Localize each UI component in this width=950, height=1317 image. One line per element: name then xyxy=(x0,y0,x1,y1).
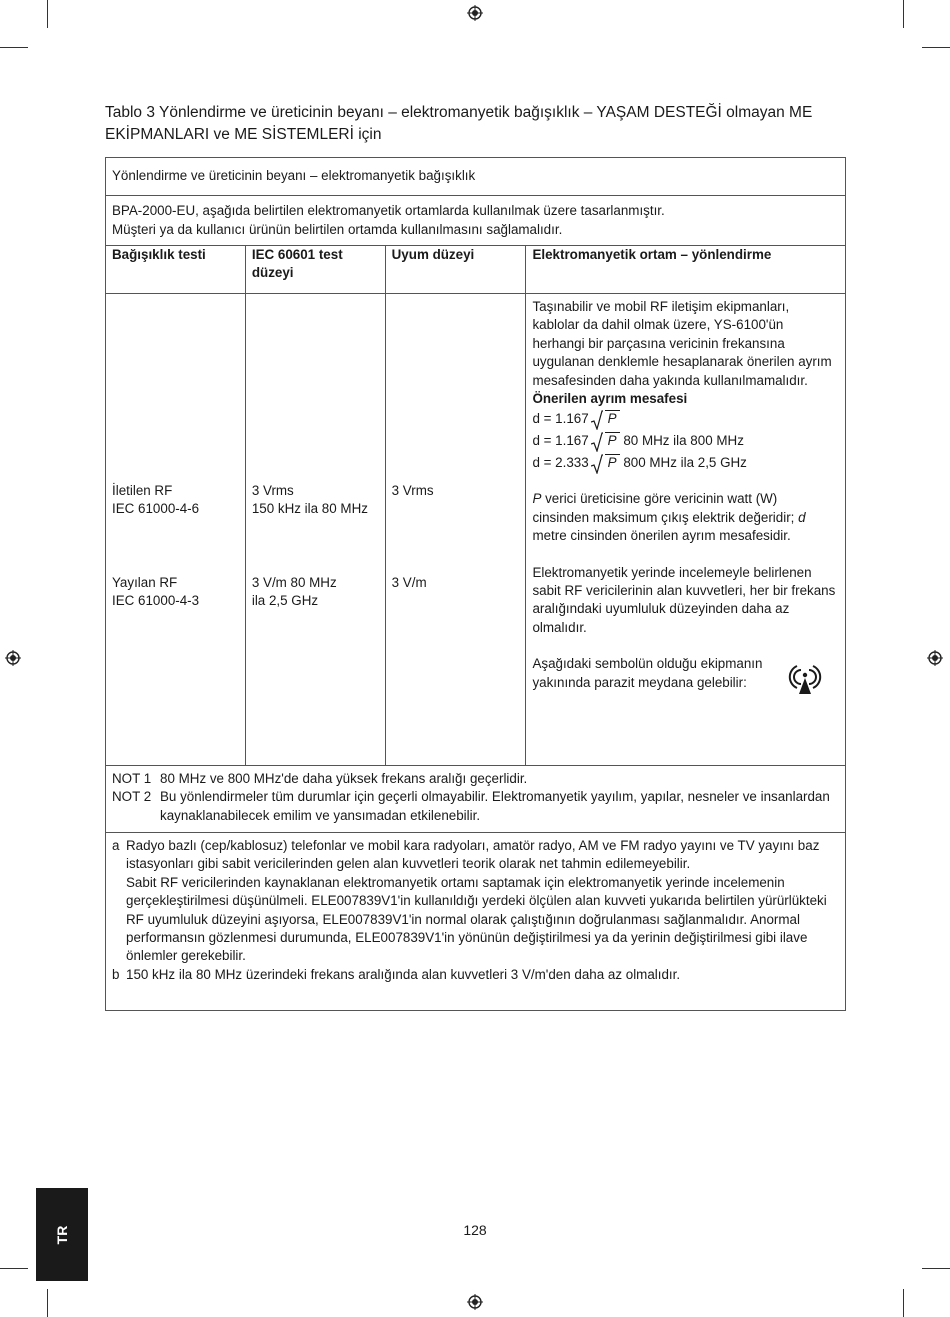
crop-mark xyxy=(903,0,904,28)
table-intro xyxy=(106,196,846,246)
registration-mark-icon xyxy=(5,650,21,666)
formula-row: d = 1.167 P xyxy=(532,408,837,430)
square-root-icon xyxy=(591,410,603,430)
guidance-paragraph: Taşınabilir ve mobil RF iletişim ekipmanları, kablolar da dahil olmak üzere, YS-6100'ün herhangi bir parçasına vericinin frekansına uygulanan denklemle hesaplanarak önerilen ayrım mesafesinden daha yakında kullanılmamalıdır. xyxy=(532,299,832,388)
iec-level-range: 150 kHz ila 80 MHz xyxy=(251,501,368,517)
test-name: İletilen RF xyxy=(112,483,173,498)
footnote-item: a Radyo bazlı (cep/kablosuz) telefonlar ve mobil kara radyoları, amatör radyo, AM ve FM radyo yayını ve TV yayını baz istasyonları gibi sabit vericilerinden gelen alan kuvvetleri teorik olarak net tahmin edilemeyebilir. Sabit RF vericilerinden kaynaklanan elektromanyetik ortamı saptamak için elektromanyetik yerinde incelemenin gerçekleştirilmesi düşünülmeli. ELE007839V1'in kullanıldığı yerdeki ölçülen alan kuvveti yukarıda belirtilen yürürlükteki RF uyumluluk düzeyini aşıyorsa, ELE007839V1'in normal olarak çalıştığının doğrulanması sağlanmalıdır. Anormal performansın gözlenmesi durumunda, ELE007839V1'in yönünün değiştirilmesi ya da yerinin değiştirilmesi gibi ilave önlemler gerekebilir. xyxy=(112,838,827,964)
intro-line-2: Müşteri ya da kullanıcı ürünün belirtilen ortamda kullanılmasını sağlamalıdır. xyxy=(112,221,563,237)
crop-mark xyxy=(922,47,950,48)
power-definition: P verici üreticisine göre vericinin watt (W) cinsinden maksimum çıkış elektrik değeridir; d metre cinsinden önerilen ayrım mesafesidir. xyxy=(532,491,806,544)
test-cell xyxy=(106,294,246,766)
formula-row: d = 1.167 P 80 MHz ila 800 MHz xyxy=(532,430,837,452)
separation-distance-heading: Önerilen ayrım mesafesi xyxy=(532,391,688,407)
crop-mark xyxy=(0,1268,28,1269)
compliance-level: 3 V/m xyxy=(391,575,427,591)
crop-mark xyxy=(922,1268,950,1269)
formula-row: d = 2.333 P 800 MHz ila 2,5 GHz xyxy=(532,452,837,474)
footnote-item: b 150 kHz ila 80 MHz üzerindeki frekans aralığında alan kuvvetleri 3 V/m'den daha az olmalıdır. xyxy=(112,966,681,982)
guidance-cell xyxy=(526,294,846,766)
note-item: NOT 2 Bu yönlendirmeler tüm durumlar için geçerli olmayabilir. Elektromanyetik yayılım, yapılar, nesneler ve insanlardan kaynaklanabilecek emilim ve yansımadan etkilenebilir. xyxy=(112,789,830,823)
iec-level-range: ila 2,5 GHz xyxy=(251,593,319,609)
compliance-cell xyxy=(385,294,526,766)
field-strength-paragraph: Elektromanyetik yerinde incelemeyle belirlenen sabit RF vericilerinin alan kuvvetleri, her bir frekans aralığındaki uyumluluk düzeyinden daha az olmalıdır. xyxy=(532,564,836,635)
crop-mark xyxy=(47,0,48,28)
registration-mark-icon xyxy=(467,5,483,21)
interference-paragraph: Aşağıdaki sembolün olduğu ekipmanın yakınında parazit meydana gelebilir: xyxy=(532,655,837,702)
note-item: NOT 1 80 MHz ve 800 MHz'de daha yüksek frekans aralığı geçerlidir. xyxy=(112,771,528,786)
emc-immunity-table xyxy=(105,157,846,1011)
page-number: 128 xyxy=(463,1222,487,1238)
test-standard: IEC 61000-4-3 xyxy=(112,593,200,609)
column-header-guidance: Elektromanyetik ortam – yönlendirme xyxy=(526,246,846,294)
footnotes-cell xyxy=(106,833,846,1011)
iec-level: 3 Vrms xyxy=(251,483,294,498)
table-title: Tablo 3 Yönlendirme ve üreticinin beyanı – elektromanyetik bağışıklık – YAŞAM DESTEĞİ olmayan ME EKİPMANLARI ve ME SİSTEMLERİ için xyxy=(105,104,813,143)
compliance-level: 3 Vrms xyxy=(391,483,434,498)
registration-mark-icon xyxy=(927,650,943,666)
column-header-compliance: Uyum düzeyi xyxy=(385,246,526,294)
registration-mark-icon xyxy=(467,1294,483,1310)
column-header-iec-level: IEC 60601 test düzeyi xyxy=(245,246,385,294)
square-root-icon xyxy=(591,454,603,474)
test-standard: IEC 61000-4-6 xyxy=(112,501,200,517)
square-root-icon xyxy=(591,432,603,452)
crop-mark xyxy=(0,47,28,48)
crop-mark xyxy=(903,1289,904,1317)
iec-level-cell xyxy=(245,294,385,766)
table-heading: Yönlendirme ve üreticinin beyanı – elektromanyetik bağışıklık xyxy=(106,158,846,196)
iec-level: 3 V/m 80 MHz xyxy=(251,574,337,590)
notes-cell xyxy=(106,766,846,833)
non-ionizing-radiation-icon xyxy=(783,660,827,696)
language-tab: TR xyxy=(36,1188,88,1281)
crop-mark xyxy=(47,1289,48,1317)
intro-line-1: BPA-2000-EU, aşağıda belirtilen elektromanyetik ortamlarda kullanılmak üzere tasarlanmıştır. xyxy=(112,203,665,219)
test-name: Yayılan RF xyxy=(112,574,178,590)
column-header-test: Bağışıklık testi xyxy=(106,246,246,294)
